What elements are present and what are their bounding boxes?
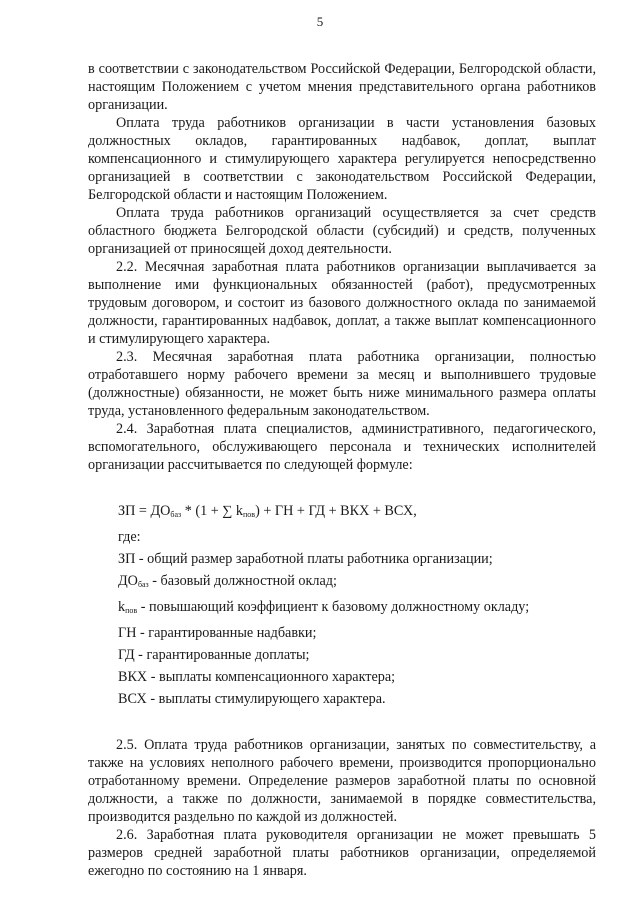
paragraph-2-2: 2.2. Месячная заработная плата работников организации выплачивается за выполнение ими функциональных обязанностей (работ), предусмотренных трудовым договором, и состоит из базового должностного оклада по занимаемой должности, гарантированных надбавок, доплат, а также выплат компенсационного и стимулирующего характера. [88, 259, 596, 347]
paragraph-2-4: 2.4. Заработная плата специалистов, административного, педагогического, вспомогательного, обслуживающего персонала и технических исполнителей организации рассчитывается по следующей формуле: [88, 421, 596, 473]
formula-block [118, 500, 596, 710]
definition-gd: ГД - гарантированные доплаты; [118, 647, 310, 663]
page-number: 5 [316, 14, 324, 29]
definition-k: $k_{пов}$ - повышающий коэффициент к базовому должностному окладу; [118, 599, 530, 615]
document-body [88, 60, 596, 880]
definition-gn: ГН - гарантированные надбавки; [118, 625, 317, 641]
paragraph-2-3: 2.3. Месячная заработная плата работника организации, полностью отработавшего норму рабочего времени за месяц и выполнившего трудовые (должностные) обязанности, не может быть ниже минимального размера оплаты труда, установленного федеральным законодательством. [88, 349, 596, 419]
paragraph-1: в соответствии с законодательством Российской Федерации, Белгородской области, настоящим Положением с учетом мнения представительного органа работников организации. [88, 61, 596, 113]
definition-vkh: ВКХ - выплаты компенсационного характера; [118, 669, 396, 685]
paragraph-2-6: 2.6. Заработная плата руководителя организации не может превышать 5 размеров средней заработной платы работников организации, определяемой ежегодно по состоянию на 1 января. [88, 827, 596, 879]
paragraph-2: Оплата труда работников организации в части установления базовых должностных окладов, гарантированных надбавок, доплат, выплат компенсационного и стимулирующего характера регулируется непосредственно организацией в соответствии с законодательством Российской Федерации, Белгородской области и настоящим Положением. [88, 115, 596, 203]
salary-formula: ЗП = $ДО_{баз} * (1$ + ∑ $k_{пов}$) + ГН + ГД + ВКХ + ВСХ, [118, 503, 417, 519]
definition-zp: ЗП - общий размер заработной платы работника организации; [118, 551, 493, 567]
where-label: где: [118, 529, 141, 545]
definition-do: $ДО_{баз}$ - базовый должностной оклад; [118, 573, 337, 589]
definition-vsh: ВСХ - выплаты стимулирующего характера. [118, 691, 386, 707]
paragraph-3: Оплата труда работников организаций осуществляется за счет средств областного бюджета Белгородской области (субсидий) и средств, полученных организацией от приносящей доход деятельности. [88, 205, 596, 257]
paragraph-2-5: 2.5. Оплата труда работников организации, занятых по совместительству, а также на условиях неполного рабочего времени, производится пропорционально отработанному времени. Определение размеров заработной платы по основной должности, а также по должности, занимаемой в порядке совместительства, производится раздельно по каждой из должностей. [88, 737, 596, 825]
